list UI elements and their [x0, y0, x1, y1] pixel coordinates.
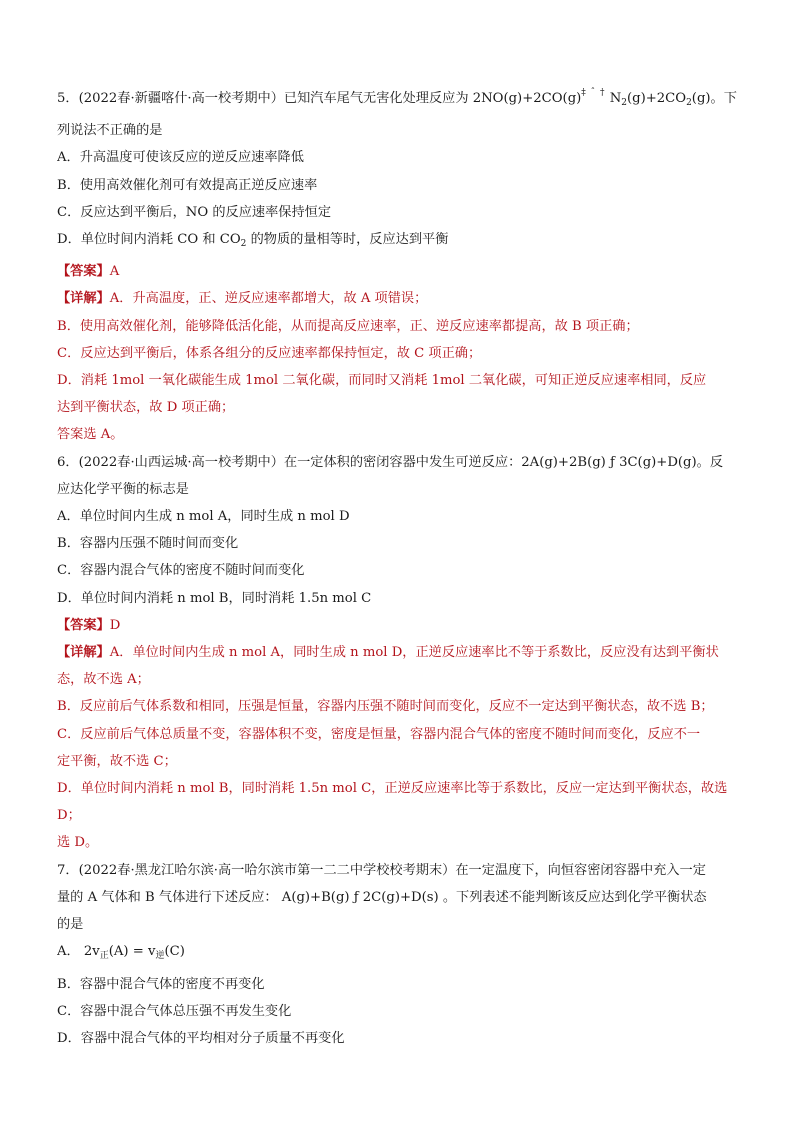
detail-line-1	[57, 639, 739, 666]
option-d: D．容器中混合气体的平均相对分子质量不再变化	[57, 1030, 345, 1046]
detail-line-5: 达到平衡状态，故 D 项正确；	[57, 400, 235, 416]
conclusion: 选 D。	[57, 835, 99, 851]
question-stem: 7．(2022春·黑龙江哈尔滨·高一哈尔滨市第一二二中学校校考期末）在一定温度下，向恒容密闭容器中充入一定	[57, 862, 706, 878]
detail-tag: 【详解】	[57, 291, 110, 307]
option-c: C．反应达到平衡后，NO 的反应速率保持恒定	[57, 204, 332, 220]
option-c: C．容器中混合气体总压强不再发生变化	[57, 1003, 292, 1019]
subscript: 2	[621, 98, 627, 108]
detail-line-3: B．反应前后气体系数和相同，压强是恒量，容器内压强不随时间而变化，反应不一定达到平衡状态，故不选 B；	[57, 699, 714, 715]
answer-line	[57, 258, 739, 285]
answer-tag: 【答案】	[57, 617, 110, 633]
option-a: A．单位时间内生成 n mol A，同时生成 n mol D	[57, 509, 350, 525]
option-b: B．容器内压强不随时间而变化	[57, 536, 239, 552]
option-b: B．使用高效催化剂可有效提高正逆反应速率	[57, 177, 318, 193]
question-stem-line-3: 的是	[57, 917, 84, 933]
option-b: B．容器中混合气体的密度不再变化	[57, 976, 265, 992]
detail-line-4: D．消耗 1mol 一氧化碳能生成 1mol 二氧化碳，而同时又消耗 1mol 二氧化碳，可知正逆反应速率相同，反应	[57, 373, 707, 389]
option-c: C．容器内混合气体的密度不随时间而变化	[57, 563, 305, 579]
option-text: (A) = v	[108, 944, 156, 960]
detail-line-5: 定平衡，故不选 C；	[57, 753, 177, 769]
conclusion: 答案选 A。	[57, 427, 124, 443]
option-text: (C)	[164, 944, 185, 960]
answer-tag: 【答案】	[57, 264, 110, 280]
option-a: A．升高温度可使该反应的逆反应速率降低	[57, 150, 304, 166]
detail-text: A．单位时间内生成 n mol A，同时生成 n mol D，正逆反应速率比不等于系数比，反应没有达到平衡状	[109, 645, 719, 661]
stem-text: (g)+2CO	[626, 91, 687, 106]
detail-line-4: C．反应前后气体总质量不变，容器体积不变，密度是恒量，容器内混合气体的密度不随时间而变化，反应不一	[57, 726, 701, 742]
question-stem: 6．(2022春·山西运城·高一校考期中）在一定体积的密闭容器中发生可逆反应：2A(g)+2B(g) ƒ 3C(g)+D(g)。反	[57, 454, 724, 470]
detail-line-7: D；	[57, 808, 81, 824]
stem-text: 5．(2022春·新疆喀什·高一校考期中）已知汽车尾气无害化处理反应为 2NO(g)+2CO(g)	[57, 91, 582, 106]
detail-line-2: B．使用高效催化剂，能够降低活化能，从而提高反应速率，正、逆反应速率都提高，故 B 项正确；	[57, 318, 639, 334]
subscript: 2	[240, 239, 247, 250]
option-text: D．单位时间内消耗 CO 和 CO	[57, 232, 241, 248]
question-stem-line-2: 列说法不正确的是	[57, 123, 163, 139]
stem-text: (g)。下	[691, 91, 737, 106]
subscript: 正	[99, 951, 109, 962]
answer-value: D	[109, 617, 121, 633]
question-6	[57, 449, 739, 857]
option-a	[57, 938, 739, 970]
subscript: 逆	[155, 951, 165, 962]
detail-line-2: 态，故不选 A；	[57, 672, 150, 688]
option-text: A． 2v	[57, 944, 100, 960]
question-stem-line-2: 应达化学平衡的标志是	[57, 481, 189, 497]
detail-text: A．升高温度，正、逆反应速率都增大，故 A 项错误；	[109, 291, 428, 307]
question-5	[57, 80, 739, 449]
detail-line-6: D．单位时间内消耗 n mol B，同时消耗 1.5n mol C，正逆反应速率比等于系数比，反应一定达到平衡状态，故选	[57, 781, 728, 797]
option-text: 的物质的量相等时，反应达到平衡	[246, 232, 449, 248]
detail-tag: 【详解】	[57, 645, 110, 661]
option-d: D．单位时间内消耗 n mol B，同时消耗 1.5n mol C	[57, 590, 372, 606]
answer-value: A	[109, 264, 120, 280]
stem-text: N	[605, 91, 622, 106]
document-page	[57, 80, 739, 1052]
question-stem-line-2: 量的 A 气体和 B 气体进行下述反应： A(g)+B(g) ƒ 2C(g)+D(s) 。下列表述不能判断该反应达到化学平衡状态	[57, 889, 707, 905]
question-7	[57, 857, 739, 1052]
detail-line-1	[57, 285, 739, 312]
detail-line-3: C．反应达到平衡后，体系各组分的反应速率都保持恒定，故 C 项正确；	[57, 345, 482, 361]
option-d	[57, 226, 739, 258]
equilibrium-arrow-icon: ‡ ˆ †	[581, 88, 606, 98]
subscript: 2	[686, 98, 692, 108]
answer-line	[57, 612, 739, 639]
question-stem	[57, 80, 739, 117]
